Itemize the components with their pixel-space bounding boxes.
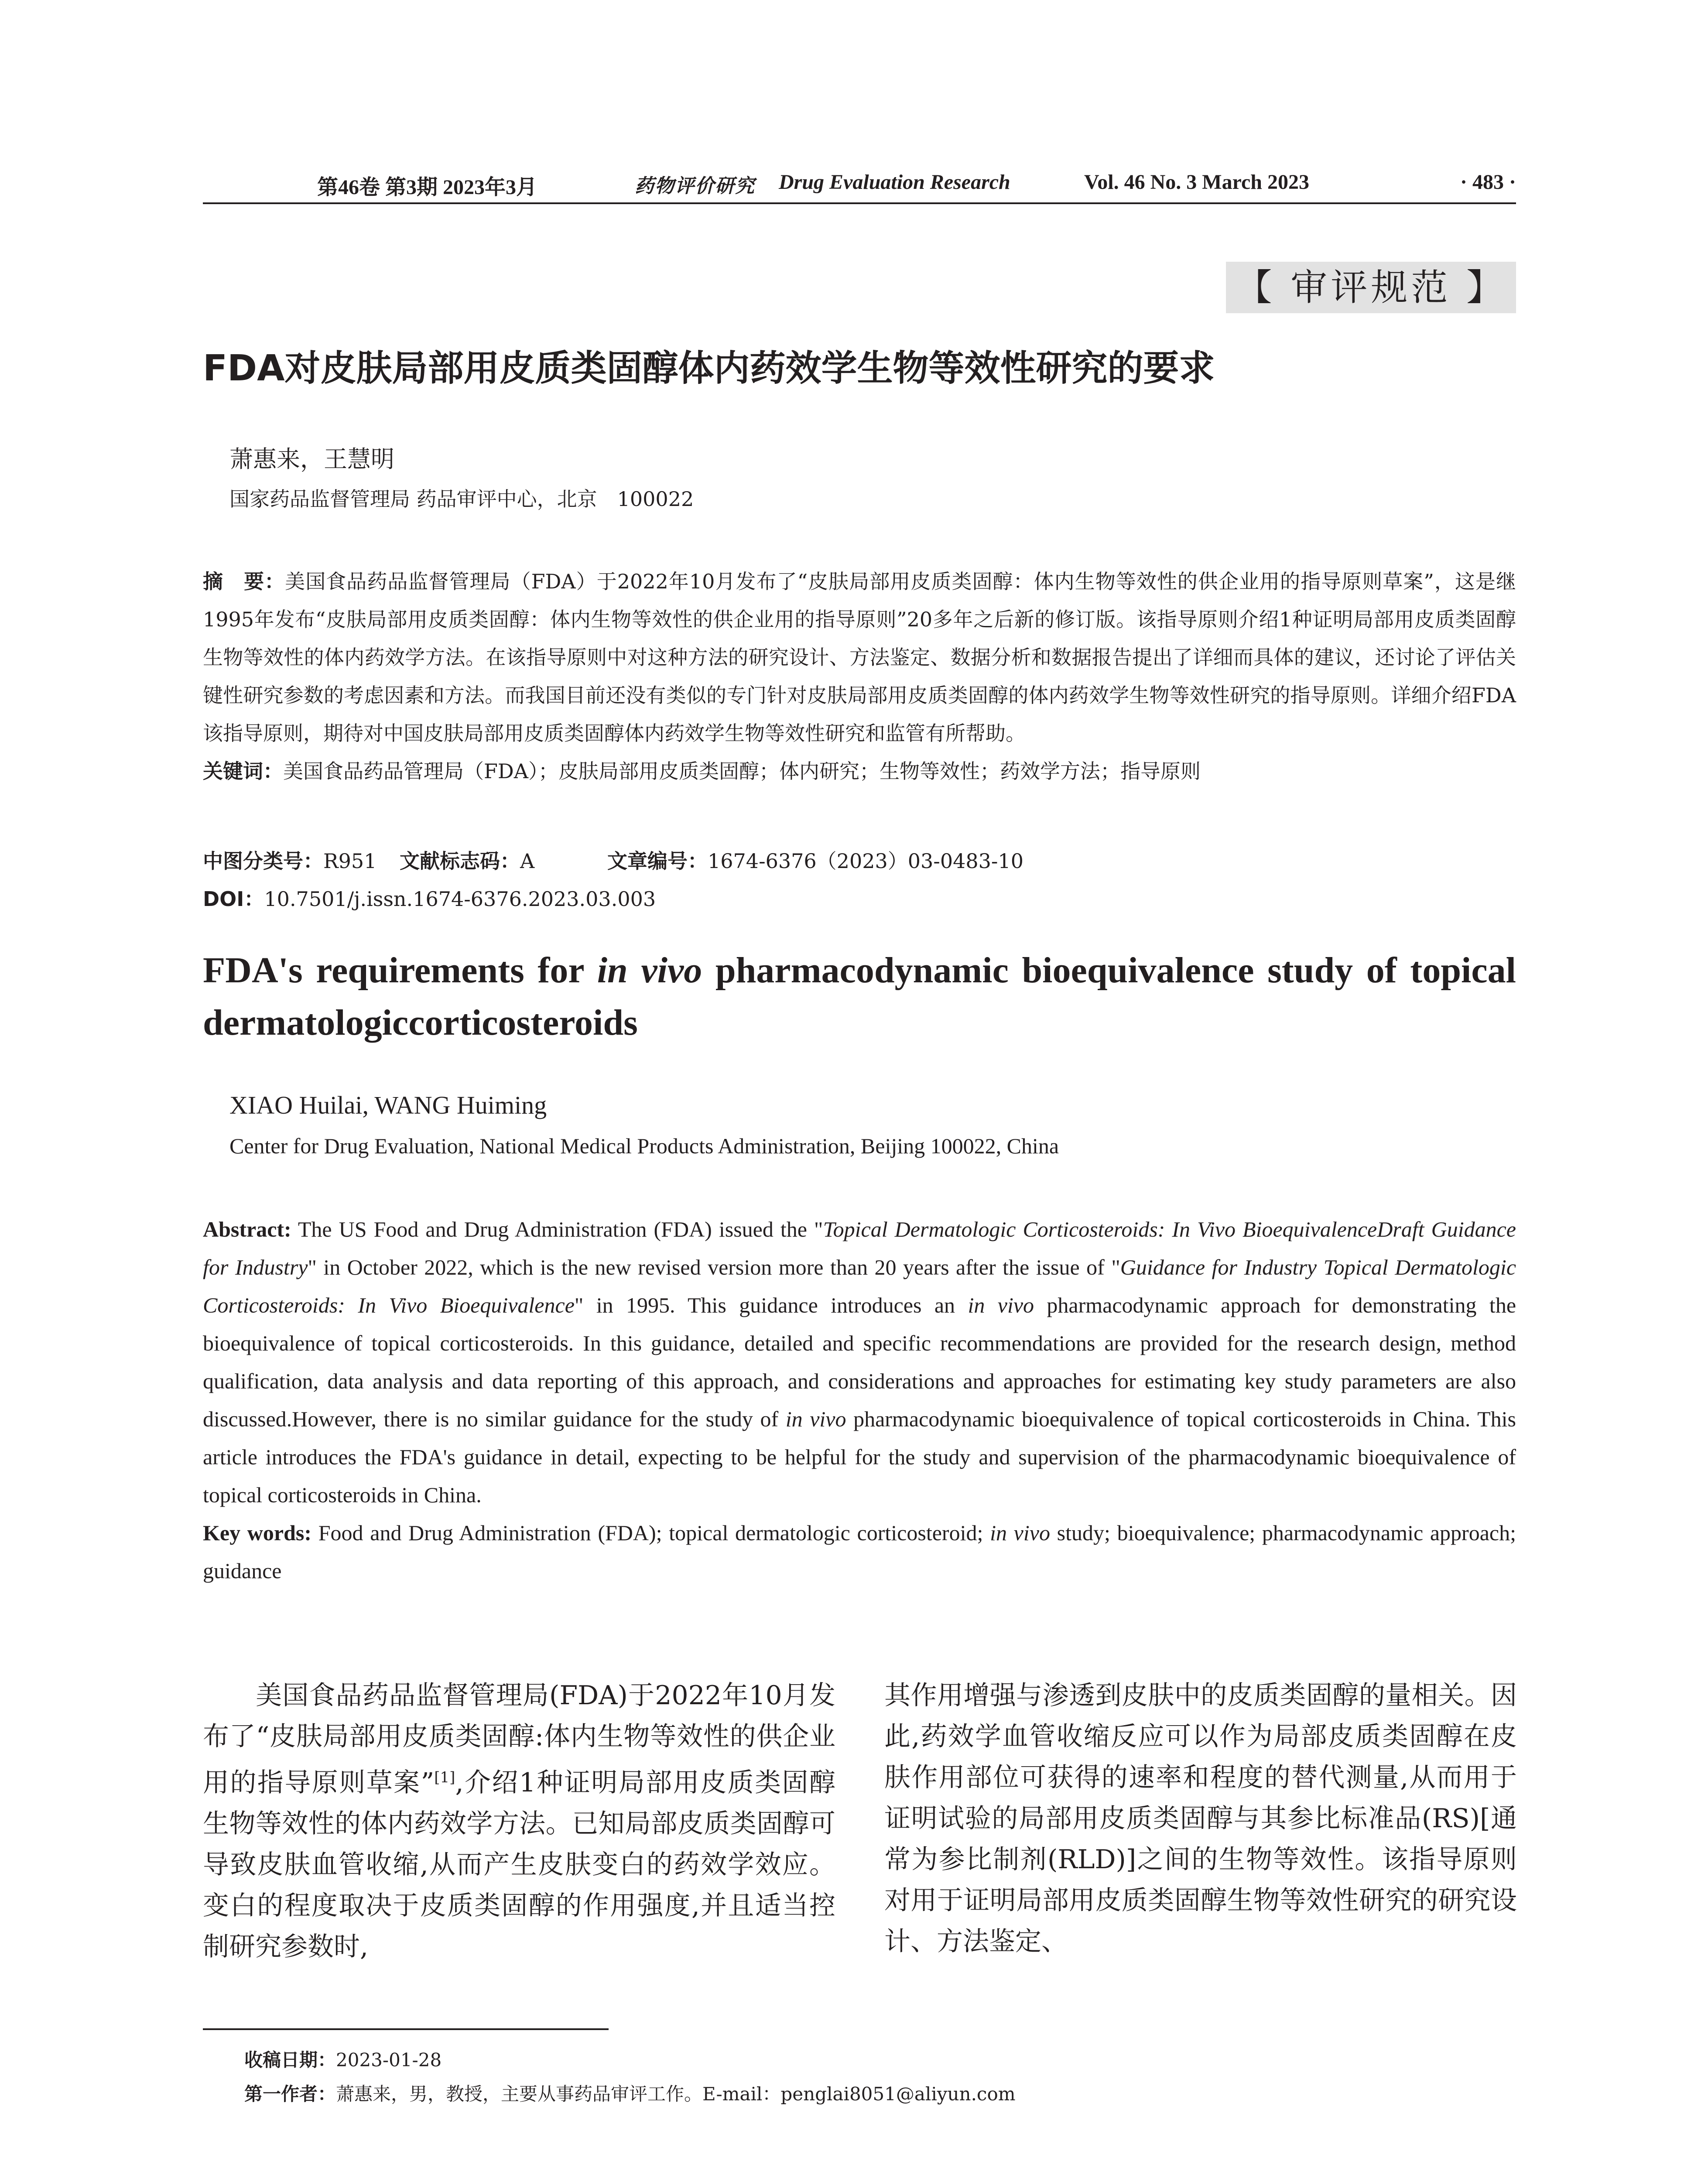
header-volume-en: Vol. 46 No. 3 March 2023 <box>1084 171 1309 194</box>
title-en-part2: pharmacodynamic bioequivalence study of topical dermatologiccorticosteroids <box>203 950 1516 1043</box>
header-journal-en: Drug Evaluation Research <box>779 171 1010 194</box>
body-column-right <box>884 1675 1517 1962</box>
header-issue-cn: 第46卷 第3期 2023年3月 <box>317 176 537 199</box>
citation-ref: [1] <box>434 1769 455 1786</box>
abstract-en-text: " in 1995. This guidance introduces an <box>574 1293 968 1317</box>
title-en-italic: in vivo <box>597 950 702 991</box>
abstract-en-italic: in vivo <box>968 1293 1034 1317</box>
doi-label: DOI： <box>203 887 264 911</box>
authors-en: XIAO Huilai, WANG Huiming <box>229 1091 547 1119</box>
section-label: 【 审评规范 】 <box>1226 262 1516 313</box>
keywords-label-en: Key words: <box>203 1521 312 1545</box>
article-no-value: 1674-6376（2023）03-0483-10 <box>708 849 1023 873</box>
abstract-en <box>203 1210 1516 1590</box>
received-date: 2023-01-28 <box>336 2049 442 2071</box>
abstract-en-text: pharmacodynamic bioequivalence of topical corticosteroids in China. This article introduces the FDA's guidance in detail, expecting to be helpful for the study and supervision of the pharmacodynamic bioequivalence of topical corticosteroids in China. <box>203 1407 1516 1507</box>
body-column-left <box>203 1675 835 1967</box>
keywords-en-italic: in vivo <box>990 1521 1050 1545</box>
body-text: 美国食品药品监督管理局(FDA)于2022年10月发布了“皮肤局部用皮质类固醇:体内生物等效性的供企业用的指导原则草案” <box>203 1680 835 1798</box>
page-number: · 483 · <box>1460 171 1516 194</box>
abstract-en-italic: in vivo <box>785 1407 846 1431</box>
clc-label: 中图分类号： <box>203 849 323 873</box>
affiliation-cn: 国家药品监督管理局 药品审评中心，北京 100022 <box>229 487 694 511</box>
article-title-en <box>203 944 1516 1049</box>
keywords-cn: 美国食品药品管理局（FDA）；皮肤局部用皮质类固醇；体内研究；生物等效性；药效学方法；指导原则 <box>283 759 1201 783</box>
abstract-en-italic: Guidance for Industry Topical Dermatologic Corticosteroids: In Vivo Bioequivalence <box>203 1255 1516 1317</box>
keywords-en-text: Food and Drug Administration (FDA); topical dermatologic corticosteroid; <box>311 1521 990 1545</box>
running-header <box>203 166 1516 201</box>
classification-line <box>203 845 1516 874</box>
doi-line <box>203 883 1516 912</box>
title-en-part1: FDA's requirements for <box>203 950 597 991</box>
abstract-cn <box>203 563 1516 790</box>
clc-value: R951 <box>323 849 377 873</box>
header-divider <box>203 202 1516 204</box>
abstract-en-italic: Topical Dermatologic Corticosteroids: In Vivo BioequivalenceDraft Guidance for Industry <box>203 1217 1516 1279</box>
abstract-label-en: Abstract: <box>203 1217 291 1241</box>
footnote-first-author <box>244 2080 1016 2106</box>
first-author-info: 萧惠来，男，教授，主要从事药品审评工作。E-mail：penglai8051@aliyun.com <box>336 2083 1016 2105</box>
abstract-en-text: The US Food and Drug Administration (FDA) issued the " <box>291 1217 823 1241</box>
footnote-received <box>244 2046 442 2072</box>
affiliation-en: Center for Drug Evaluation, National Medical Products Administration, Beijing 100022, China <box>229 1134 1059 1158</box>
body-text: ,介绍1种证明局部用皮质类固醇生物等效性的体内药效学方法。已知局部皮质类固醇可导致皮肤血管收缩,从而产生皮肤变白的药效学效应。变白的程度取决于皮质类固醇的作用强度,并且适当控制研究参数时, <box>203 1767 835 1962</box>
keywords-label-cn: 关键词： <box>203 759 283 783</box>
abstract-en-text: pharmacodynamic approach for demonstrating the bioequivalence of topical corticosteroids. In this guidance, detailed and specific recommendations are provided for the research design, method qualification, data analysis and data reporting of this approach, and considerations and approaches for estimating key study parameters are also discussed.However, there is no similar guidance for the study of <box>203 1293 1516 1431</box>
body-text: 其作用增强与渗透到皮肤中的皮质类固醇的量相关。因此,药效学血管收缩反应可以作为局部皮质类固醇在皮肤作用部位可获得的速率和程度的替代测量,从而用于证明试验的局部用皮质类固醇与其参比标准品(RS)[通常为参比制剂(RLD)]之间的生物等效性。该指导原则对用于证明局部用皮质类固醇生物等效性研究的研究设计、方法鉴定、 <box>884 1680 1517 1957</box>
doi-value: 10.7501/j.issn.1674-6376.2023.03.003 <box>264 887 656 911</box>
authors-cn: 萧惠来，王慧明 <box>229 445 394 473</box>
received-label: 收稿日期： <box>244 2049 336 2071</box>
doccode-label: 文献标志码： <box>400 849 520 873</box>
journal-logo-cn: 药物评价研究 <box>635 175 755 197</box>
keywords-en-text: study; bioequivalence; pharmacodynamic approach; guidance <box>203 1521 1516 1583</box>
footnote-divider <box>203 2028 609 2030</box>
article-no-label: 文章编号： <box>607 849 708 873</box>
abstract-text-cn: 美国食品药品监督管理局（FDA）于2022年10月发布了“皮肤局部用皮质类固醇：体内生物等效性的供企业用的指导原则草案”，这是继1995年发布“皮肤局部用皮质类固醇：体内生物等效性的供企业用的指导原则”20多年之后新的修订版。该指导原则介绍1种证明局部用皮质类固醇生物等效性的体内药效学方法。在该指导原则中对这种方法的研究设计、方法鉴定、数据分析和数据报告提出了详细而具体的建议，还讨论了评估关键性研究参数的考虑因素和方法。而我国目前还没有类似的专门针对皮肤局部用皮质类固醇的体内药效学生物等效性研究的指导原则。详细介绍FDA该指导原则，期待对中国皮肤局部用皮质类固醇体内药效学生物等效性研究和监管有所帮助。 <box>203 570 1516 745</box>
abstract-label-cn: 摘 要： <box>203 570 285 593</box>
doccode-value: A <box>520 849 535 873</box>
abstract-en-text: " in October 2022, which is the new revised version more than 20 years after the issue of " <box>308 1255 1120 1279</box>
article-title-cn: FDA对皮肤局部用皮质类固醇体内药效学生物等效性研究的要求 <box>203 348 1215 389</box>
first-author-label: 第一作者： <box>244 2083 336 2105</box>
